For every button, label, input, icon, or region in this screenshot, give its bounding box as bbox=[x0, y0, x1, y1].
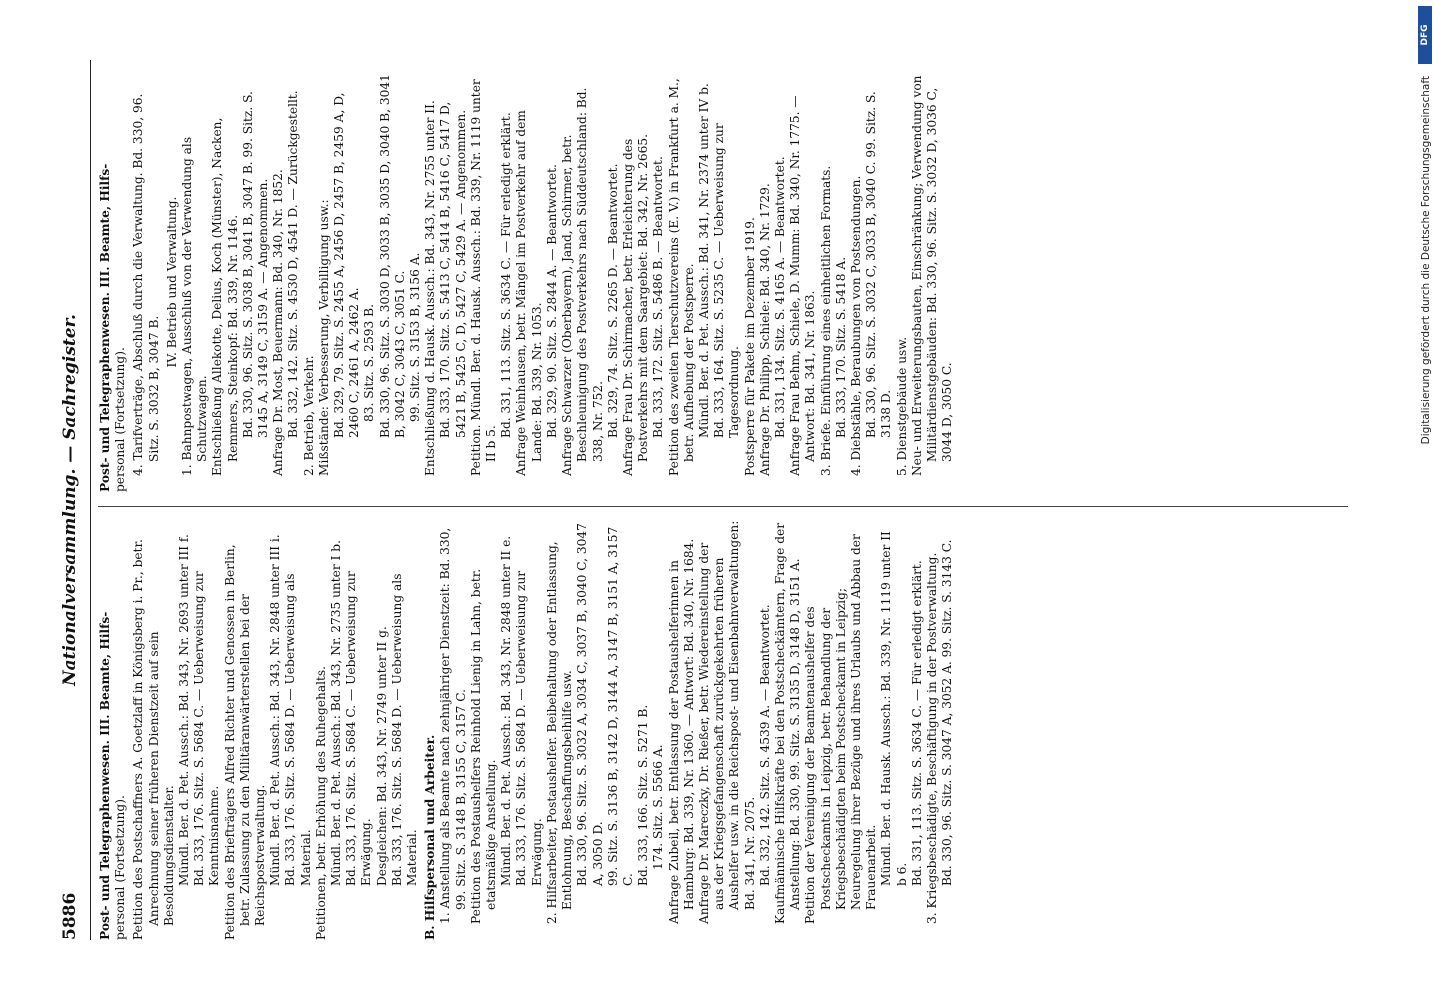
dfg-logo bbox=[1418, 6, 1432, 64]
index-entry: Bd. 330, 96. Sitz. S. 3032 A, 3034 C, 3037 B, 3040 C, 3047 A, 3050 D. bbox=[575, 523, 605, 886]
index-entry: Entschließung Allekotte, Delius, Koch (Münster), Nacken, Remmers, Steinkopf: Bd. 339, Nr. 1146. bbox=[210, 117, 240, 476]
header-rule bbox=[90, 60, 91, 940]
page-header bbox=[56, 60, 86, 940]
index-entry: Bd. 329, 79. Sitz. S. 2455 A, 2456 D, 2457 B, 2459 A, D, 2460 C, 2461 A, 2462 A. bbox=[332, 92, 362, 438]
index-entry: Anfrage Frau Behm, Schiele, D. Mumm: Bd. 340, Nr. 1775. — Antwort: Bd. 341, Nr. 1863. bbox=[788, 95, 818, 476]
index-entry: Petition des Postaushelfers Reinhold Lienig in Lahn, betr. etatsmäßige Anstellung. bbox=[468, 568, 499, 924]
column-divider bbox=[98, 506, 1348, 507]
index-entry: Petitionen, betr. Erhöhung des Ruhegehalts. bbox=[313, 665, 328, 940]
index-entry: B. Hilfspersonal und Arbeiter. bbox=[423, 734, 438, 940]
right-column bbox=[98, 72, 1348, 492]
credit-text: Digitalisierung gefördert durch die Deutsche Forschungsgemeinschaft bbox=[1420, 76, 1432, 445]
index-entry: Bd. 333, 164. Sitz. S. 5235 C. — Ueberweisung zur Tagesordnung. bbox=[712, 123, 742, 438]
index-entry: Bd. 333, 176. Sitz. S. 5684 D. — Ueberweisung zur Erwägung. bbox=[514, 570, 544, 886]
index-entry: Bd. 330, 96. Sitz. S. 3038 B, 3041 B, 3047 B. 99. Sitz. S. 3145 A, 3149 C, 3159 A. — Angenommen. bbox=[240, 91, 271, 438]
index-entry: 2. Betrieb, Verkehr. bbox=[301, 355, 316, 476]
index-entry: Anfrage Schwarzer (Oberbayern), Jand, Schirmer, betr. Beschleunigung des Postverkehrs nach Süddeutschland: Bd. 338, Nr. 752. bbox=[560, 87, 605, 476]
page-title: Nationalversammlung. — Sachregister. bbox=[60, 314, 80, 686]
index-entry: Anfrage Dr. Philipp, Schiele: Bd. 340, Nr. 1729. bbox=[757, 183, 772, 476]
index-entry: 174. Sitz. S. 5566 A. bbox=[651, 744, 666, 870]
index-entry: Petition der Vereinigung der Beamtenaushelfer des Postscheckamts in Leipzig, betr. Behandlung der Kriegsbeschädigten beim Postscheckamt in Leipzig; Neuregelung ihrer Bezüge und ihres Urlaubs und Abbau der Frauenarbeit. bbox=[803, 534, 879, 924]
index-entry: Anfrage Dr. Most, Beuermann: Bd. 340, Nr. 1852. bbox=[271, 169, 286, 476]
dfg-logo-text: DFG bbox=[1420, 24, 1430, 46]
index-entry: personal (Fortsetzung). bbox=[113, 795, 128, 940]
index-entry: personal (Fortsetzung). bbox=[113, 347, 128, 492]
page-number: 5886 bbox=[60, 892, 80, 940]
index-entry: Bd. 331, 134. Sitz. S. 4165 A. — Beantwortet. bbox=[772, 156, 787, 438]
index-entry: Bd. 333, 176. Sitz. S. 5684 C. — Ueberweisung zur Kenntnisnahme. bbox=[192, 571, 222, 886]
left-column bbox=[98, 520, 1348, 940]
index-entry: Bd. 333, 176. Sitz. S. 5684 D. — Ueberweisung als Material. bbox=[283, 573, 313, 886]
index-entry: Mündl. Ber. d. Pet. Aussch.: Bd. 343, Nr. 2693 unter III f. bbox=[177, 534, 192, 886]
index-entry: Bd. 333, 170. Sitz. S. 5418 A. bbox=[833, 256, 848, 438]
index-entry: Kaufmännische Hilfskräfte bei den Postscheckämtern, Frage der Anstellung: Bd. 330, 99. Sitz. S. 3135 D, 3148 D, 3151 A. bbox=[772, 522, 803, 924]
index-entry: Bd. 332, 142. Sitz. S. 4539 A. — Beantwortet. bbox=[757, 604, 772, 886]
index-entry: Bd. 330, 96. Sitz. S. 3032 C, 3033 B, 3040 C. 99. Sitz. S. 3138 D. bbox=[864, 91, 894, 438]
index-entry: Mündl. Ber. d. Pet. Aussch.: Bd. 341, Nr. 2374 unter IV b. bbox=[696, 83, 711, 438]
index-entry: 2. Hilfsarbeiter, Postaushelfer. Beibehaltung oder Entlassung, Entlohnung, Beschaffungsbeihilfe usw. bbox=[544, 541, 575, 924]
digitization-credit bbox=[1418, 6, 1434, 996]
index-entry: Post- und Telegraphenwesen. III. Beamte, Hilfs- bbox=[98, 611, 112, 940]
index-entry: Bd. 331, 113. Sitz. S. 3634 C. — Für erledigt erklärt. bbox=[909, 560, 924, 886]
index-entry: Entschließung d. Hausk. Aussch.: Bd. 343, Nr. 2755 unter II. bbox=[423, 100, 438, 476]
index-entry: Mißstände: Verbesserung, Verbilligung usw.: bbox=[316, 199, 331, 476]
index-entry: Bd. 331, 113. Sitz. S. 3634 C. — Für erledigt erklärt. bbox=[499, 112, 514, 438]
index-entry: 4. Tarifverträge, Abschluß durch die Verwaltung. Bd. 330, 96. Sitz. S. 3032 B, 3047 B. bbox=[131, 93, 161, 476]
index-entry: Petition des Postschaffners A. Goetzlaff in Königsberg i. Pr., betr. Anrechnung seiner früheren Dienstzeit auf sein Besoldungsdienstalter. bbox=[131, 539, 176, 940]
index-entry: 4. Diebstähle, Beraubungen von Postsendungen. bbox=[848, 175, 863, 476]
index-entry: Bd. 330, 96. Sitz. S. 3030 D, 3033 B, 3035 D, 3040 B, 3041 B, 3042 C, 3043 C, 3051 C. bbox=[377, 74, 407, 438]
index-entry: Postsperre für Pakete im Dezember 1919. bbox=[742, 217, 757, 476]
index-entry: Mündl. Ber. d. Pet. Aussch.: Bd. 343, Nr. 2735 unter I b. bbox=[329, 540, 344, 886]
index-entry: 99. Sitz. S. 3136 B, 3142 D, 3144 A, 3147 B, 3151 A, 3157 C. bbox=[605, 526, 635, 886]
index-entry: Bd. 333, 170. Sitz. S. 5413 C, 5414 B, 5416 C, 5417 D, 5421 B, 5425 C, D, 5427 C, 5429 A. — Angenommen. bbox=[438, 101, 468, 438]
index-entry: 3. Kriegsbeschädigte, Beschäftigung in der Postverwaltung. bbox=[924, 552, 939, 924]
index-entry: Bd. 332, 142. Sitz. S. 4530 D, 4541 D. — Zurückgestellt. bbox=[286, 90, 301, 438]
index-entry: Bd. 329, 74. Sitz. S. 2265 D. — Beantwortet. bbox=[605, 163, 620, 438]
index-entry: Bd. 333, 176. Sitz. S. 5684 D. — Ueberweisung als Material. bbox=[389, 573, 420, 886]
index-entry: 99. Sitz. S. 3153 B, 3156 A. bbox=[408, 252, 423, 422]
index-entry: Bd. 329, 90. Sitz. S. 2844 A. — Beantwortet. bbox=[544, 164, 559, 438]
index-entry: Post- und Telegraphenwesen. III. Beamte, Hilfs- bbox=[98, 163, 112, 492]
index-entry: 1. Anstellung als Beamte nach zehnjähriger Dienstzeit: Bd. 330, 99. Sitz. S. 3148 B, 3155 C, 3157 C. bbox=[438, 527, 468, 924]
index-entry: Neu- und Erweiterungsbauten, Einschränkung; Verwendung von Militärdienstgebäuden: Bd. 330, 96. Sitz. S. 3032 D, 3036 C, 3044 D, 3050 C. bbox=[909, 75, 955, 476]
index-entry: Anfrage Weinhausen, betr. Mängel im Postverkehr auf dem Lande: Bd. 339, Nr. 1053. bbox=[514, 110, 544, 476]
index-entry: Anfrage Dr. Mareczky, Dr. Rießer, betr. Wiedereinstellung der aus der Kriegsgefangenschaft zurückgekehrten früheren Aushelfer usw. in die Reichspost- und Eisenbahnverwaltungen: Bd. 341, Nr. 2075. bbox=[696, 520, 757, 924]
index-entry: IV. Betrieb und Verwaltung. bbox=[164, 196, 179, 368]
index-entry: Petition des zweiten Tierschutzvereins (E. V.) in Frankfurt a. M., betr. Aufhebung der Postsperre. bbox=[666, 78, 696, 476]
index-entry: 5. Dienstgebäude usw. bbox=[894, 336, 909, 476]
index-entry: Anfrage Zubeil, betr. Entlassung der Postaushelferinnen in Hamburg: Bd. 339, Nr. 1360. — Antwort: Bd. 340, Nr. 1684. bbox=[666, 538, 696, 924]
index-entry: Petition des Briefträgers Alfred Richter und Genossen in Berlin, betr. Zulassung zu den Militäranwärterstellen bei der Reichspostverwaltung. bbox=[222, 544, 268, 940]
index-entry: 1. Bahnpostwagen, Ausschluß von der Verwendung als Schutzwagen. bbox=[180, 136, 210, 476]
index-entry: Bd. 330, 96. Sitz. S. 3047 A, 3052 A. 99. Sitz. S. 3143 C. bbox=[940, 539, 955, 886]
index-entry: Mündl. Ber. d. Hausk. Aussch.: Bd. 339, Nr. 1119 unter II b 6. bbox=[879, 531, 909, 886]
index-entry: Mündl. Ber. d. Pet. Aussch.: Bd. 343, Nr. 2848 unter II e. bbox=[499, 535, 514, 886]
index-entry: Desgleichen: Bd. 343, Nr. 2749 unter II g. bbox=[374, 626, 389, 886]
index-entry: Bd. 333, 176. Sitz. S. 5684 C. — Ueberweisung zur Erwägung. bbox=[344, 571, 374, 886]
index-entry: 83. Sitz. S. 2593 B. bbox=[362, 304, 377, 422]
index-entry: 3. Briefe. Einführung eines einheitlichen Formats. bbox=[818, 165, 833, 476]
index-entry: Bd. 333, 172. Sitz. S. 5486 B. — Beantwortet. bbox=[651, 156, 666, 438]
index-entry: Bd. 333, 166. Sitz. S. 5271 B. bbox=[636, 704, 651, 886]
index-entry: Mündl. Ber. d. Pet. Aussch.: Bd. 343, Nr. 2848 unter III i. bbox=[268, 534, 283, 886]
index-entry: Anfrage Frau Dr. Schirmacher, betr. Erleichterung des Postverkehrs mit dem Saargebiet: Bd. 342, Nr. 2665. bbox=[620, 133, 651, 476]
index-entry: Petition. Mündl. Ber. d. Hausk. Aussch.: Bd. 339, Nr. 1119 unter II b 5. bbox=[468, 79, 499, 476]
